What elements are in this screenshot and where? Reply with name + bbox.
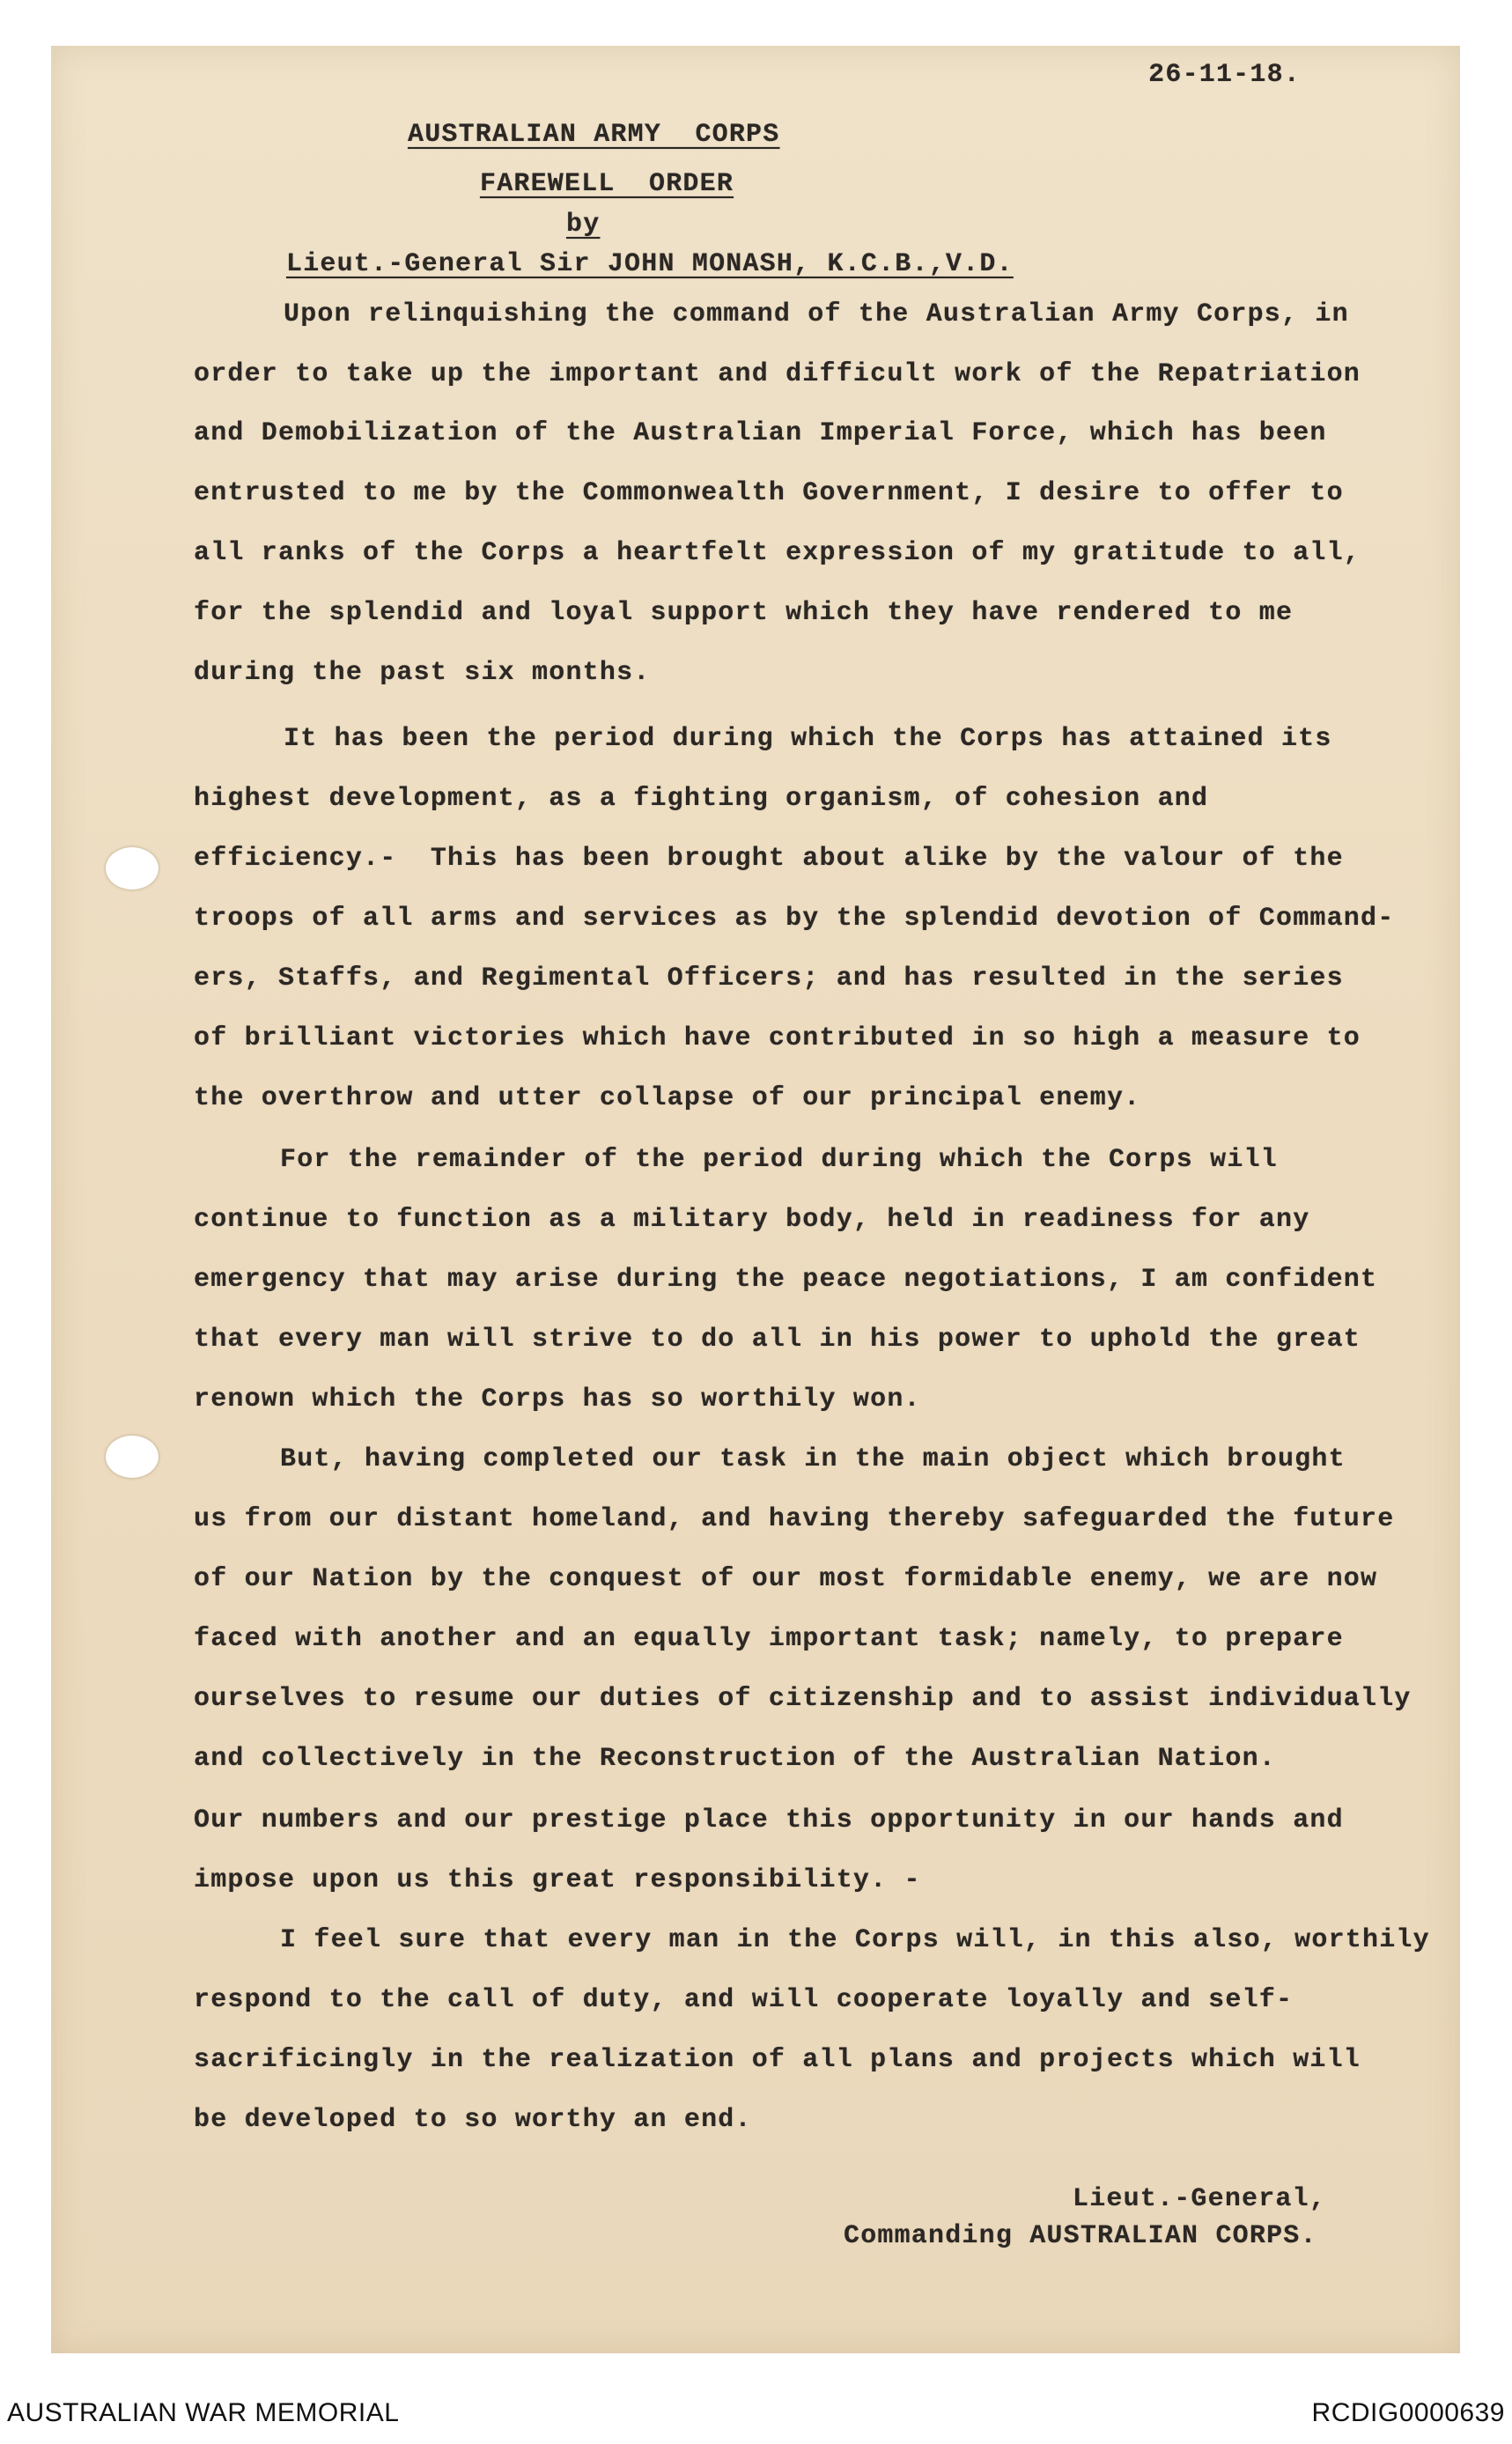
body-line: highest development, as a fighting organism, of cohesion and [194,784,1209,814]
body-line: impose upon us this great responsibility. - [194,1865,921,1895]
body-line: for the splendid and loyal support which they have rendered to me [194,598,1294,628]
body-line: of our Nation by the conquest of our most formidable enemy, we are now [194,1564,1378,1594]
document-date: 26-11-18. [1148,60,1301,90]
body-line: efficiency.- This has been brought about alike by the valour of the [194,844,1344,874]
body-line: be developed to so worthy an end. [194,2105,752,2135]
body-line: of brilliant victories which have contributed in so high a measure to [194,1023,1361,1053]
punch-hole-lower [106,1436,159,1478]
signature-command: Commanding AUSTRALIAN CORPS. [844,2221,1317,2251]
body-line: troops of all arms and services as by the splendid devotion of Command- [194,904,1395,934]
signature-rank: Lieut.-General, [1073,2184,1327,2214]
body-line: respond to the call of duty, and will cooperate loyally and self- [194,1985,1294,2015]
body-line: Our numbers and our prestige place this opportunity in our hands and [194,1805,1344,1835]
body-line: faced with another and an equally important task; namely, to prepare [194,1624,1344,1654]
body-line: all ranks of the Corps a heartfelt expression of my gratitude to all, [194,538,1361,568]
body-line: and Demobilization of the Australian Imperial Force, which has been [194,418,1327,448]
heading-author: Lieut.-General Sir JOHN MONASH, K.C.B.,V.D. [286,249,1014,279]
footer-identifier: RCDIG0000639 [1311,2398,1505,2427]
footer-institution: AUSTRALIAN WAR MEMORIAL [7,2398,400,2427]
body-line: For the remainder of the period during which the Corps will [280,1145,1278,1175]
body-line: and collectively in the Reconstruction of the Australian Nation. [194,1744,1276,1774]
body-line: us from our distant homeland, and having thereby safeguarded the future [194,1504,1395,1534]
body-line: renown which the Corps has so worthily won. [194,1384,921,1414]
body-line: ourselves to resume our duties of citizenship and to assist individually [194,1684,1412,1714]
heading-by: by [566,210,601,240]
body-line: entrusted to me by the Commonwealth Government, I desire to offer to [194,478,1344,508]
body-line: Upon relinquishing the command of the Australian Army Corps, in [284,299,1349,329]
punch-hole-upper [106,847,159,890]
body-line: during the past six months. [194,658,651,688]
body-line: But, having completed our task in the main object which brought [280,1444,1346,1474]
body-line: that every man will strive to do all in his power to uphold the great [194,1325,1361,1355]
heading-corps: AUSTRALIAN ARMY CORPS [408,120,780,150]
body-line: I feel sure that every man in the Corps will, in this also, worthily [280,1925,1430,1955]
heading-farewell-order: FAREWELL ORDER [480,169,734,199]
body-line: emergency that may arise during the peace negotiations, I am confident [194,1265,1378,1295]
body-line: sacrificingly in the realization of all plans and projects which will [194,2045,1361,2075]
body-line: It has been the period during which the Corps has attained its [284,724,1332,754]
body-line: continue to function as a military body, held in readiness for any [194,1205,1310,1235]
body-line: ers, Staffs, and Regimental Officers; and has resulted in the series [194,964,1344,993]
body-line: the overthrow and utter collapse of our principal enemy. [194,1083,1141,1113]
body-line: order to take up the important and difficult work of the Repatriation [194,359,1361,389]
